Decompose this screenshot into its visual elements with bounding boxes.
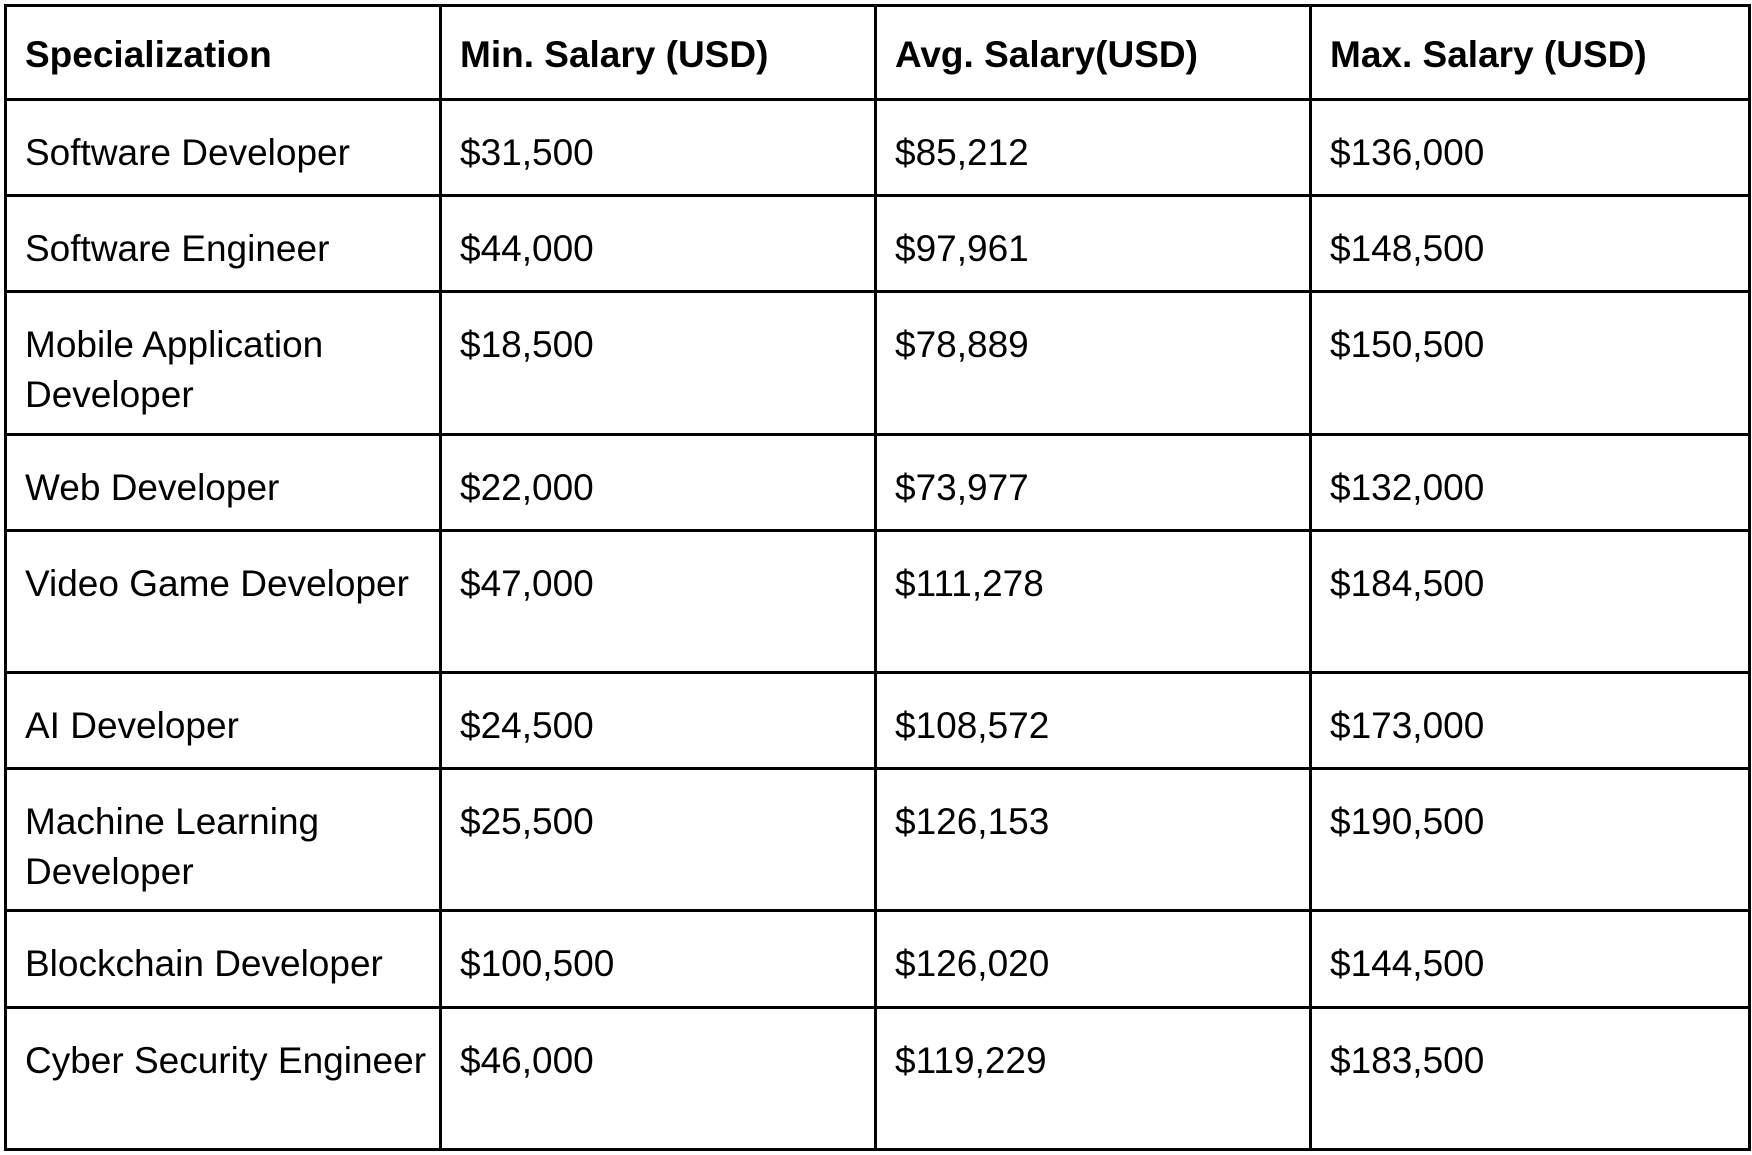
cell-max-salary: $144,500 [1311, 911, 1750, 1007]
table-row [6, 1007, 1750, 1149]
cell-min-salary: $24,500 [441, 673, 876, 769]
cell-max-salary: $190,500 [1311, 769, 1750, 911]
cell-specialization: Mobile Application Developer [6, 292, 441, 434]
table-row [6, 673, 1750, 769]
cell-min-salary: $44,000 [441, 196, 876, 292]
cell-avg-salary: $126,020 [876, 911, 1311, 1007]
cell-max-salary: $183,500 [1311, 1007, 1750, 1149]
table-row [6, 196, 1750, 292]
cell-avg-salary: $108,572 [876, 673, 1311, 769]
cell-avg-salary: $78,889 [876, 292, 1311, 434]
cell-specialization: Software Engineer [6, 196, 441, 292]
cell-specialization: Blockchain Developer [6, 911, 441, 1007]
cell-avg-salary: $126,153 [876, 769, 1311, 911]
cell-min-salary: $46,000 [441, 1007, 876, 1149]
cell-min-salary: $100,500 [441, 911, 876, 1007]
table-header-row [6, 6, 1750, 100]
cell-max-salary: $150,500 [1311, 292, 1750, 434]
table-row [6, 434, 1750, 530]
cell-specialization: AI Developer [6, 673, 441, 769]
cell-specialization: Cyber Security Engineer [6, 1007, 441, 1149]
cell-avg-salary: $97,961 [876, 196, 1311, 292]
cell-specialization: Video Game Developer [6, 530, 441, 672]
header-specialization: Specialization [6, 6, 441, 100]
cell-min-salary: $18,500 [441, 292, 876, 434]
cell-max-salary: $184,500 [1311, 530, 1750, 672]
cell-avg-salary: $119,229 [876, 1007, 1311, 1149]
table-row [6, 530, 1750, 672]
table-row [6, 769, 1750, 911]
header-avg-salary: Avg. Salary(USD) [876, 6, 1311, 100]
cell-max-salary: $173,000 [1311, 673, 1750, 769]
cell-specialization: Software Developer [6, 100, 441, 196]
cell-specialization: Web Developer [6, 434, 441, 530]
salary-table [4, 4, 1751, 1151]
cell-min-salary: $47,000 [441, 530, 876, 672]
cell-min-salary: $22,000 [441, 434, 876, 530]
cell-avg-salary: $73,977 [876, 434, 1311, 530]
cell-specialization: Machine Learning Developer [6, 769, 441, 911]
cell-max-salary: $148,500 [1311, 196, 1750, 292]
header-min-salary: Min. Salary (USD) [441, 6, 876, 100]
cell-max-salary: $136,000 [1311, 100, 1750, 196]
header-max-salary: Max. Salary (USD) [1311, 6, 1750, 100]
cell-min-salary: $31,500 [441, 100, 876, 196]
table-row [6, 292, 1750, 434]
table-row [6, 911, 1750, 1007]
table-row [6, 100, 1750, 196]
cell-avg-salary: $85,212 [876, 100, 1311, 196]
cell-avg-salary: $111,278 [876, 530, 1311, 672]
cell-max-salary: $132,000 [1311, 434, 1750, 530]
cell-min-salary: $25,500 [441, 769, 876, 911]
